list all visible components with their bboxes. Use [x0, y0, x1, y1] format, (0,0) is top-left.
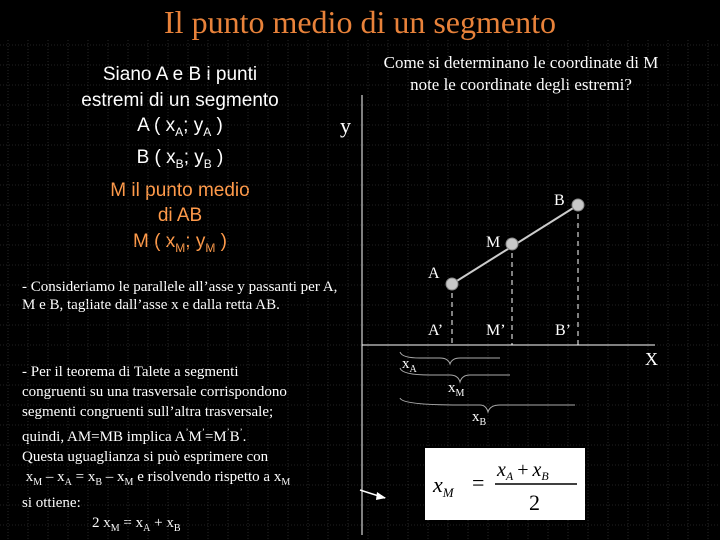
talete-line-5: Questa uguaglianza si può esprimere con: [22, 449, 269, 465]
point-b-coords: B ( $x_B$; $y_B$ ): [136, 147, 224, 172]
label-a: A: [428, 265, 440, 282]
paragraph-parallels: - Consideriamo le parallele all’asse y passanti per A, M e B, tagliate dall’asse x e dalla retta AB.: [22, 279, 338, 313]
midpoint-line-2: di AB: [157, 205, 203, 227]
label-b-prime: B’: [555, 322, 571, 339]
point-m: [506, 238, 518, 250]
point-m-coords: M ( $x_M$; $y_M$ ): [133, 230, 227, 255]
question-line-2: note le coordinate degli estremi?: [410, 75, 632, 94]
talete-line-1: - Per il teorema di Talete a segmenti: [22, 364, 239, 380]
label-b: B: [554, 192, 565, 209]
label-m-prime: M’: [486, 322, 506, 339]
formula-denominator: 2: [529, 490, 540, 515]
xb-label: $x_B$: [472, 409, 487, 428]
talete-line-4: quindi, AM=MB implica A’M’=M’B’.: [22, 427, 247, 445]
point-b: [572, 199, 584, 211]
grid: [0, 40, 720, 540]
talete-line-7: si ottiene:: [22, 495, 81, 511]
label-m: M: [486, 234, 501, 251]
brace-xa: [400, 352, 500, 364]
definition-line-2: estremi di un segmento: [81, 89, 279, 111]
point-a-coords: A ( $x_A$; $y_A$ ): [137, 115, 223, 139]
arrow-head-icon: [376, 492, 386, 500]
xm-label: $x_M$: [448, 380, 465, 399]
formula-equals: =: [472, 470, 485, 495]
talete-line-8: 2 $x_M = x_A + x_B$: [92, 515, 181, 534]
midpoint-line-1: M il punto medio: [110, 179, 250, 201]
page-title: Il punto medio di un segmento: [164, 4, 556, 40]
question-line-1: Come si determinano le coordinate di M: [383, 53, 659, 72]
label-a-prime: A’: [428, 322, 444, 339]
x-axis-label: X: [645, 349, 658, 369]
talete-line-3: segmenti congruenti sull’altra trasversale;: [22, 404, 274, 420]
formula-svg: [425, 448, 585, 520]
formula-numerator: $x_A + x_B$: [497, 459, 549, 483]
midpoint-formula: [425, 448, 585, 520]
definition-line-1: Siano A e B i punti: [102, 64, 258, 85]
talete-line-2: congruenti su una trasversale corrispondono: [22, 384, 287, 400]
y-axis-label: y: [340, 113, 351, 138]
point-a: [446, 278, 458, 290]
xa-label: $x_A$: [402, 356, 417, 375]
formula-lhs: $x_M$: [433, 472, 454, 500]
talete-line-6: $x_M - x_A = x_B - x_M$ e risolvendo rispetto a $x_M$: [25, 469, 291, 488]
